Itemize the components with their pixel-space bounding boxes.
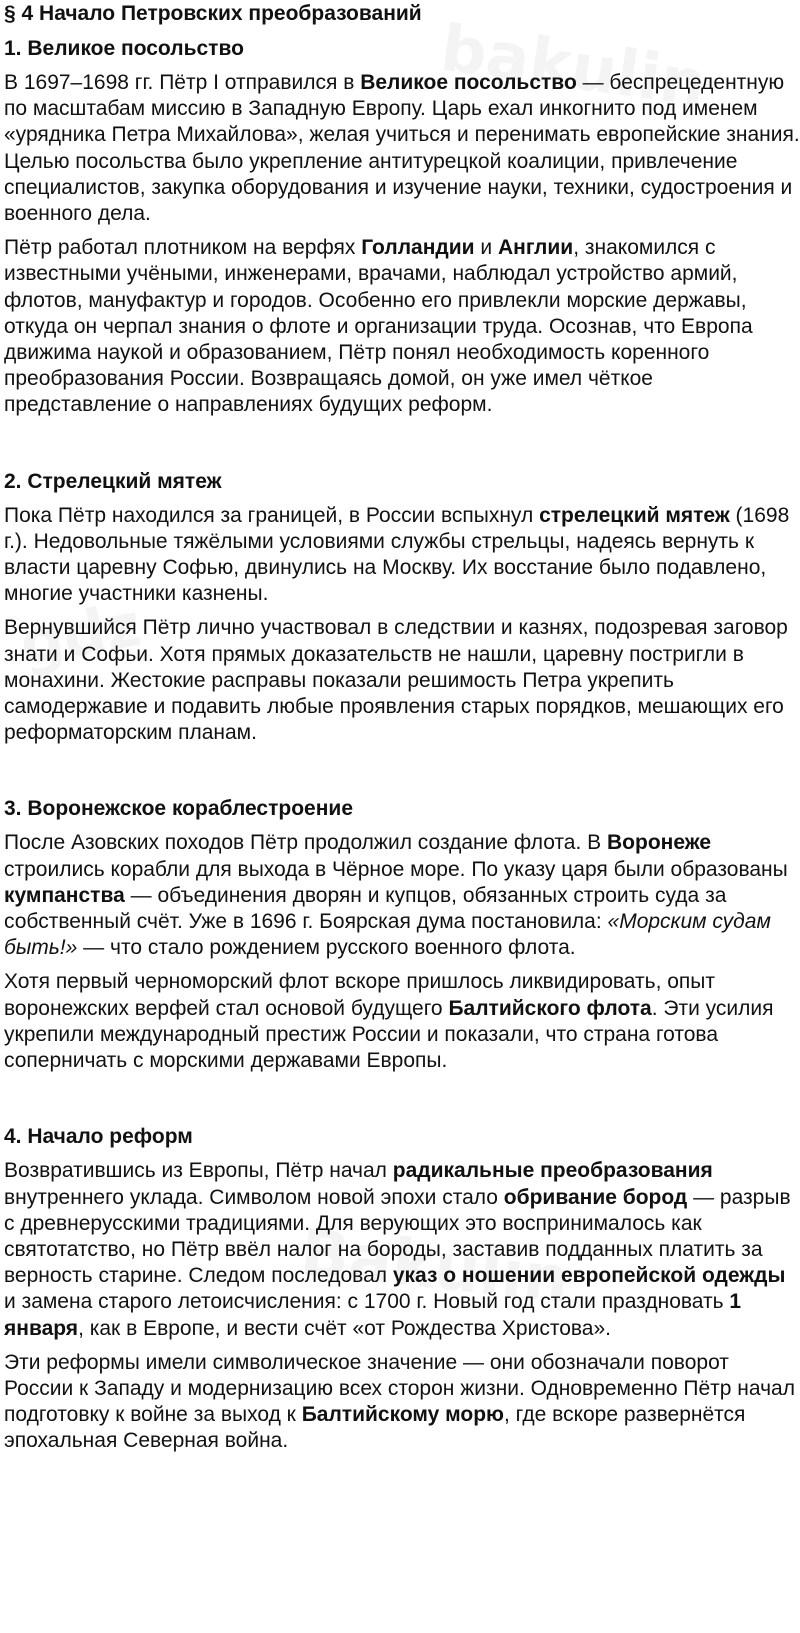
text: Пока Пётр находился за границей, в России вспыхнул — [4, 503, 540, 527]
bold-text: указ о ношении европейской одежды — [392, 1264, 786, 1288]
italic-text: «Морским судам быть!» — [4, 910, 771, 960]
paragraph — [4, 503, 800, 608]
text: и замена старого летоисчисления: с 1700 г. Новый год стали праздновать — [4, 1290, 730, 1314]
bold-text: Голландии — [361, 236, 475, 260]
bold-text: Воронеже — [607, 831, 712, 855]
bold-text: радикальные преобразования — [392, 1159, 713, 1183]
section-title: 3. Воронежское кораблестроение — [4, 797, 354, 821]
paragraph — [4, 235, 800, 418]
bold-text: 1 января — [4, 1290, 742, 1340]
text: (1698 г.). Недовольные тяжёлыми условиями службы стрельцы, надеясь вернуть к власти царевну Софью, двинулись на Москву. Их восстание было подавлено, многие участники казнены. — [4, 503, 790, 606]
bold-text: Балтийского флота — [448, 996, 652, 1020]
paragraph — [4, 615, 800, 746]
section-title: 1. Великое посольство — [4, 37, 244, 60]
bold-text: Балтийскому морю — [301, 1403, 504, 1427]
section-title: 4. Начало реформ — [4, 1125, 193, 1149]
text: Возвратившись из Европы, Пётр начал — [4, 1159, 393, 1183]
text: , знакомился с известными учёными, инженерами, врачами, наблюдал устройство армий, флотов, мануфактур и городов. Особенно его привлекли морские державы, откуда он черпал знания о флоте и организации труда. Осознав, что Европа движима наукой и образованием, Пётр понял необходимость коренного преобразования России. Возвращаясь домой, он уже имел чёткое представление о направлениях будущих реформ. — [4, 236, 753, 417]
text: — объединения дворян и купцов, обязанных строить суда за собственный счёт. Уже в 1696 г. Боярская дума постановила: — [4, 883, 727, 934]
text: Пётр работал плотником на верфях — [4, 236, 362, 260]
text: внутреннего уклада. Символом новой эпохи стало — [4, 1185, 504, 1209]
section-title: 2. Стрелецкий мятеж — [4, 469, 222, 493]
page-title: § 4 Начало Петровских преобразований — [4, 2, 422, 25]
text: , как в Европе, и вести счёт «от Рождества Христова». — [78, 1316, 611, 1340]
bold-text: обривание бород — [503, 1185, 688, 1209]
bold-text: Великое посольство — [360, 71, 577, 94]
text: — беспрецедентную по масштабам миссию в Западную Европу. Царь ехал инкогнито под именем «урядника Петра Михайлова», желая учиться и перенимать европейские знания. Целью посольства было укрепление антитурецкой коалиции, привлечение специалистов, закупка оборудования и изучение науки, техники, судостроения и военного дела. — [4, 71, 800, 226]
paragraph — [4, 1158, 800, 1341]
bold-text: Англии — [497, 236, 574, 260]
paragraph — [4, 830, 800, 961]
text: , где вскоре развернётся эпохальная Северная война. — [4, 1403, 746, 1453]
text: После Азовских походов Пётр продолжил создание флота. В — [4, 831, 607, 855]
text: Хотя первый черноморский флот вскоре пришлось ликвидировать, опыт воронежских верфей стал основой будущего — [4, 970, 716, 1020]
text: Вернувшийся Пётр лично участвовал в следствии и казнях, подозревая заговор знати и Софьи. Хотя прямых доказательств не нашли, царевну постригли в монахини. Жестокие расправы показали решимость Петра укрепить самодержавие и подавить любые проявления старых порядков, мешающих его реформаторским планам. — [4, 616, 788, 745]
paragraph — [4, 70, 800, 227]
text: строились корабли для выхода в Чёрное море. По указу царя были образованы — [4, 857, 788, 881]
bold-text: кумпанства — [4, 883, 125, 907]
text: и — [474, 236, 498, 260]
bold-text: стрелецкий мятеж — [539, 503, 730, 527]
text: — что стало рождением русского военного флота. — [77, 936, 576, 960]
paragraph — [4, 1350, 800, 1455]
paragraph — [4, 969, 800, 1074]
text: — разрыв с древнерусскими традициями. Для верующих это воспринималось как святотатство, но Пётр ввёл налог на бороды, заставив подданных платить за верность старине. Следом последовал — [4, 1185, 791, 1288]
text: Эти реформы имели символическое значение — они обозначали поворот России к Западу и модернизацию всех сторон жизни. Одновременно Пётр начал подготовку к войне за выход к — [4, 1350, 795, 1427]
text: В 1697–1698 гг. Пётр I отправился в — [4, 71, 361, 94]
text: . Эти усилия укрепили международный престиж России и показали, что страна готова соперничать с морскими державами Европы. — [4, 996, 774, 1073]
